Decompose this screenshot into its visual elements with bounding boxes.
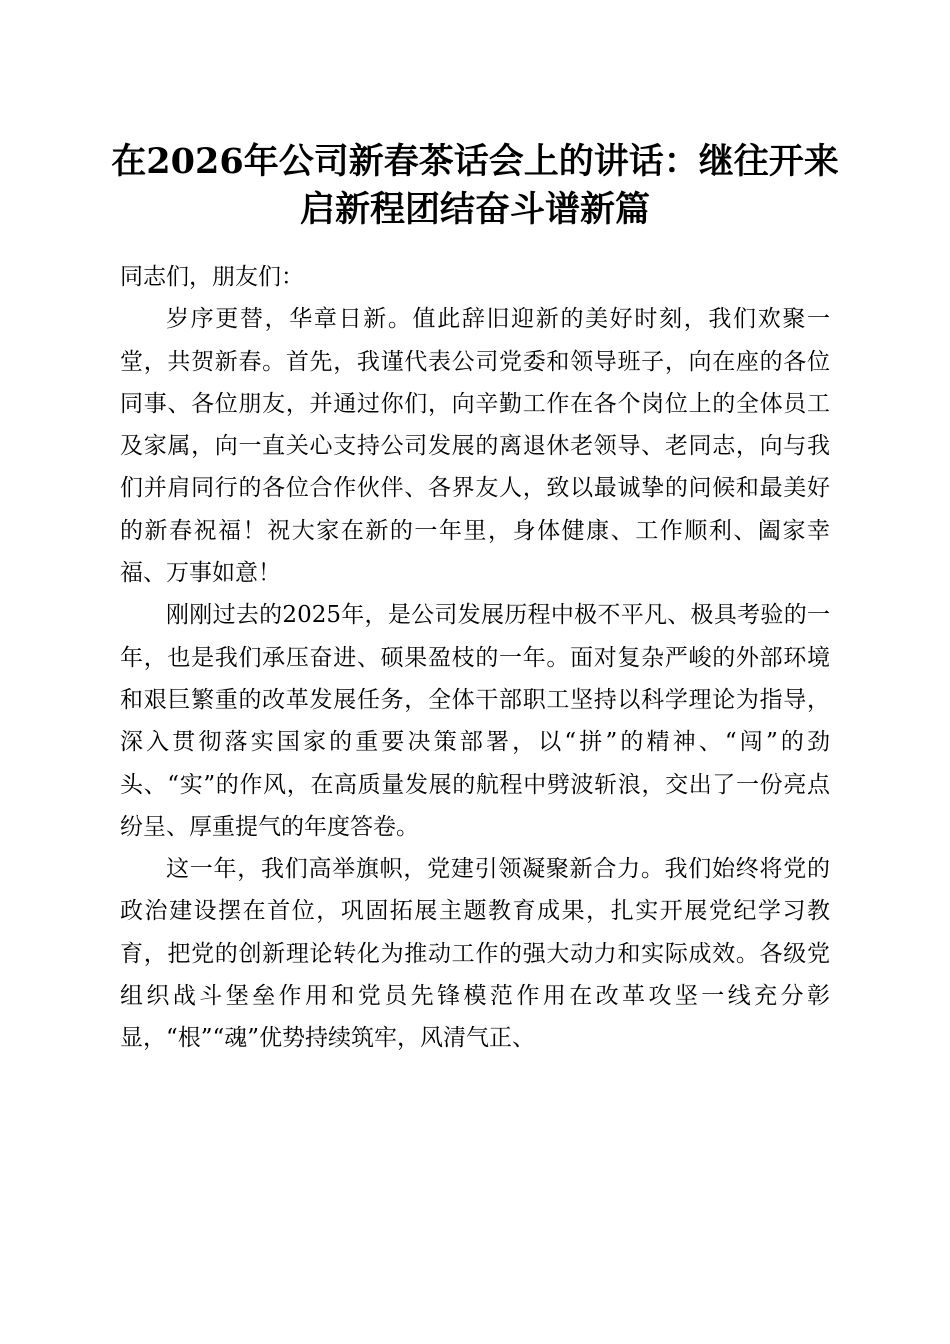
paragraph-party-building: 这一年，我们高举旗帜，党建引领凝聚新合力。我们始终将党的政治建设摆在首位，巩固拓展主题教育成果，扎实开展党纪学习教育，把党的创新理论转化为推动工作的强大动力和实际成效。各级党组织战斗堡垒作用和党员先锋模范作用在改革攻坚一线充分彰显，“根”“魂”优势持续筑牢，风清气正、 [120,856,830,1052]
salutation: 同志们，朋友们： [120,264,304,290]
document-body [120,256,830,1060]
document-title: 在2026年公司新春茶话会上的讲话：继往开来启新程团结奋斗谱新篇 [111,141,839,230]
paragraph-review-2025: 刚刚过去的2025年，是公司发展历程中极不平凡、极具考验的一年，也是我们承压奋进、硕果盈枝的一年。面对复杂严峻的外部环境和艰巨繁重的改革发展任务，全体干部职工坚持以科学理论为指导，深入贯彻落实国家的重要决策部署，以“拼”的精神、“闯”的劲头、“实”的作风，在高质量发展的航程中劈波斩浪，交出了一份亮点纷呈、厚重提气的年度答卷。 [120,602,830,840]
paragraph-greeting: 岁序更替，华章日新。值此辞旧迎新的美好时刻，我们欢聚一堂，共贺新春。首先，我谨代表公司党委和领导班子，向在座的各位同事、各位朋友，并通过你们，向辛勤工作在各个岗位上的全体员工及家属，向一直关心支持公司发展的离退休老领导、老同志，向与我们并肩同行的各位合作伙伴、各界友人，致以最诚挚的问候和最美好的新春祝福！祝大家在新的一年里，身体健康、工作顺利、阖家幸福、万事如意！ [120,306,830,587]
